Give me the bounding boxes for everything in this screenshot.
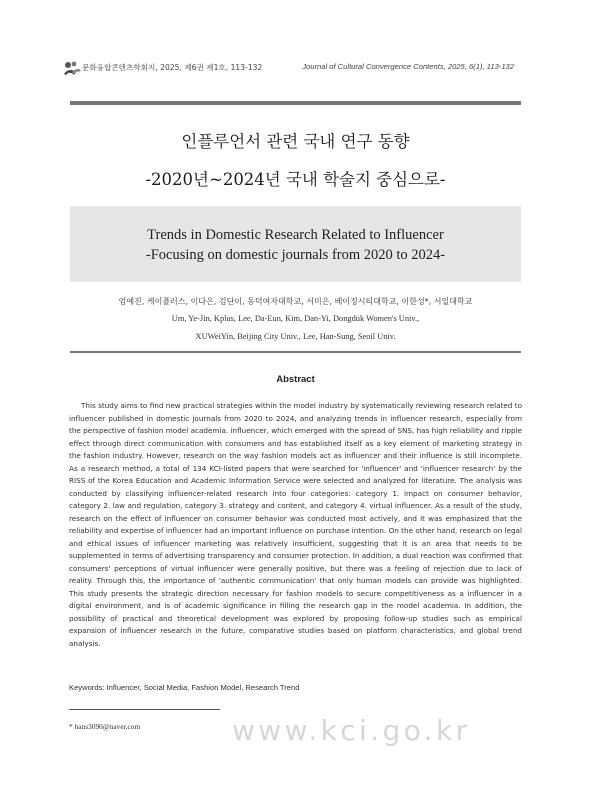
journal-logo-icon	[62, 60, 82, 76]
korean-title-line2: -2020년~2024년 국내 학술지 중심으로-	[145, 170, 446, 189]
english-title-box	[70, 206, 521, 282]
authors-english-line2: XUWeiYin, Beijing City Univ., Lee, Han-Sung, Seoil Univ.	[195, 332, 396, 341]
running-header	[62, 58, 514, 78]
abstract-heading: Abstract	[276, 374, 315, 385]
abstract-body: This study aims to find new practical strategies within the model industry by systematically reviewing research related to influencer published in domestic journals from 2020 to 2024, and analyzing trends in influencer research, especially from the perspective of fashion model academia. influencer, which emerged with the spread of SNS, has high reliability and ripple effect through direct communication with consumers and has established itself as a key element of marketing strategy in the fashion industry. However, research on the way fashion models act as influencer and their influence is still incomplete. As a research method, a total of 134 KCI-listed papers that were searched for 'influencer' and 'influencer research' by the RISS of the Korea Education and Academic Information Service were selected and analyzed for literature. The analysis was conducted by classifying influencer-related research into four categories: category 1. impact on consumer behavior, category 2. law and regulation, category 3. strategy and content, and category 4. virtual influencer. As a result of the study, research on the effect of influencer on consumer behavior was conducted most actively, and it was emphasized that the reliability and expertise of influencer had an important influence on purchase intention. On the other hand, research on legal and ethical issues of influencer marketing was relatively insufficient, suggesting that it is an area that needs to be supplemented in terms of advertising transparency and consumer protection. In addition, a dual reaction was confirmed that consumers' perceptions of virtual influencer were generally positive, but there was a feeling of rejection due to lack of reality. Through this, the importance of 'authentic communication' that only human models can provide was highlighted. This study presents the strategic direction necessary for fashion models to secure competitiveness as a influencer in a digital environment, and is of academic significance in filling the research gap in the model academia. In addition, the possibility of practical and theoretical development was explored by proposing follow-up studies such as empirical expansion of influencer research in the future, comparative studies based on platform characteristics, and global trend analysis.	[69, 401, 522, 648]
keywords: Keywords: Influencer, Social Media, Fashion Model, Research Trend	[69, 683, 300, 692]
footnote-email: * hans3090@naver.com	[69, 722, 141, 731]
journal-citation-ko: 문화융합콘텐츠학회지, 2025, 제6권 제1호, 113-132	[82, 63, 263, 72]
authors-english-line1: Um, Ye-Jin, Kplus, Lee, Da-Eun, Kim, Dan-Yi, Dongduk Women's Univ.,	[171, 314, 420, 323]
english-title-line1: Trends in Domestic Research Related to Influencer	[147, 227, 444, 243]
authors-korean: 엄예진, 케이플러스, 이다은, 김단이, 동덕여자대학교, 서미은, 베이징시티대학교, 이한성*, 서일대학교	[118, 297, 473, 306]
korean-title-line1: 인플루언서 관련 국내 연구 동향	[181, 132, 410, 151]
top-divider	[70, 101, 521, 105]
journal-citation-en: Journal of Cultural Convergence Contents, 2025, 6(1), 113-132	[302, 62, 514, 71]
footnote-divider	[69, 709, 220, 710]
bottom-divider	[70, 351, 521, 353]
watermark: www.kci.go.kr	[232, 714, 471, 747]
english-title-line2: -Focusing on domestic journals from 2020 to 2024-	[145, 247, 446, 263]
